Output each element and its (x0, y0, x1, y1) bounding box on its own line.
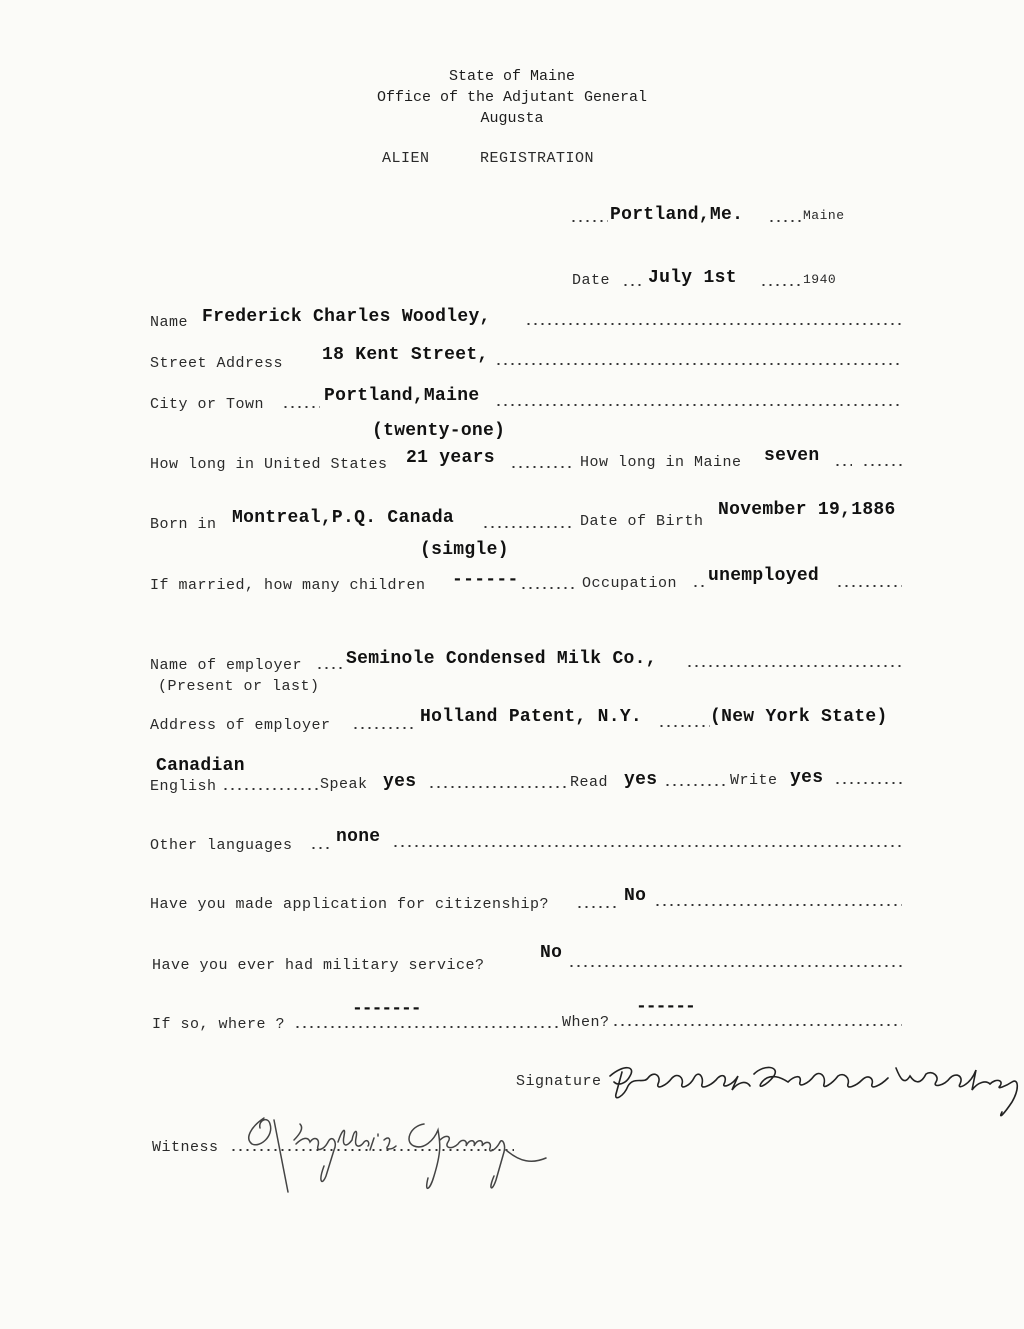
header-state: State of Maine (448, 68, 576, 85)
header-office: Office of the Adjutant General (376, 89, 648, 106)
witness-label: Witness (152, 1139, 219, 1156)
how-long-us-value: 21 years (406, 448, 495, 468)
other-languages-value: none (336, 827, 381, 847)
dob-label: Date of Birth (580, 513, 704, 530)
signature-label: Signature (516, 1073, 602, 1090)
employer-address-value2: (New York State) (710, 707, 888, 727)
marital-note: (simgle) (420, 540, 509, 560)
military-value: No (540, 943, 563, 963)
street-value: 18 Kent Street, (322, 345, 489, 365)
employer-address-value: Holland Patent, N.Y. (420, 707, 643, 727)
citizenship-label: Have you made application for citizenship? (150, 896, 550, 913)
place-suffix: Maine (803, 208, 845, 223)
occupation-label: Occupation (582, 575, 678, 592)
witness-stroke (249, 1118, 546, 1192)
how-long-us-label: How long in United States (150, 456, 388, 473)
title-registration: REGISTRATION (480, 150, 595, 167)
citizenship-value: No (624, 886, 647, 906)
how-long-maine-label: How long in Maine (580, 454, 742, 471)
place-value: Portland,Me. (610, 205, 744, 225)
witness-handwriting (234, 1106, 554, 1206)
employer-address-label: Address of employer (150, 717, 331, 734)
signature-handwriting (604, 1046, 1024, 1126)
military-label: Have you ever had military service? (152, 957, 485, 974)
if-so-when-label: When? (562, 1014, 610, 1031)
employer-sublabel: (Present or last) (158, 678, 320, 695)
born-label: Born in (150, 516, 217, 533)
how-long-maine-value: seven (764, 446, 820, 466)
write-value: yes (790, 768, 824, 788)
years-note: (twenty-one) (372, 421, 506, 441)
if-so-label: If so, where ? (152, 1016, 286, 1033)
date-value: July 1st (648, 268, 737, 288)
if-so-when-value: ------ (636, 997, 695, 1017)
street-label: Street Address (150, 355, 284, 372)
date-label: Date (572, 272, 611, 289)
name-value: Frederick Charles Woodley, (202, 307, 491, 327)
children-label: If married, how many children (150, 577, 426, 594)
children-value: ------ (452, 570, 519, 590)
write-label: Write (730, 772, 778, 789)
other-languages-label: Other languages (150, 837, 293, 854)
employer-label: Name of employer (150, 657, 303, 674)
occupation-value: unemployed (708, 566, 820, 586)
city-label: City or Town (150, 396, 265, 413)
header-city: Augusta (480, 110, 544, 127)
born-value: Montreal,P.Q. Canada (232, 508, 455, 528)
signature-stroke (610, 1067, 1017, 1115)
english-label: English (150, 778, 217, 795)
name-label: Name (150, 314, 189, 331)
if-so-where-value: ------- (352, 999, 421, 1019)
city-value: Portland,Maine (324, 386, 480, 406)
employer-value: Seminole Condensed Milk Co., (346, 649, 657, 669)
date-year: 1940 (803, 272, 837, 287)
speak-value: yes (383, 772, 417, 792)
read-value: yes (624, 770, 658, 790)
dob-value: November 19,1886 (718, 500, 896, 520)
nationality-note: Canadian (156, 756, 245, 776)
title-alien: ALIEN (382, 150, 430, 167)
read-label: Read (570, 774, 609, 791)
speak-label: Speak (320, 776, 368, 793)
